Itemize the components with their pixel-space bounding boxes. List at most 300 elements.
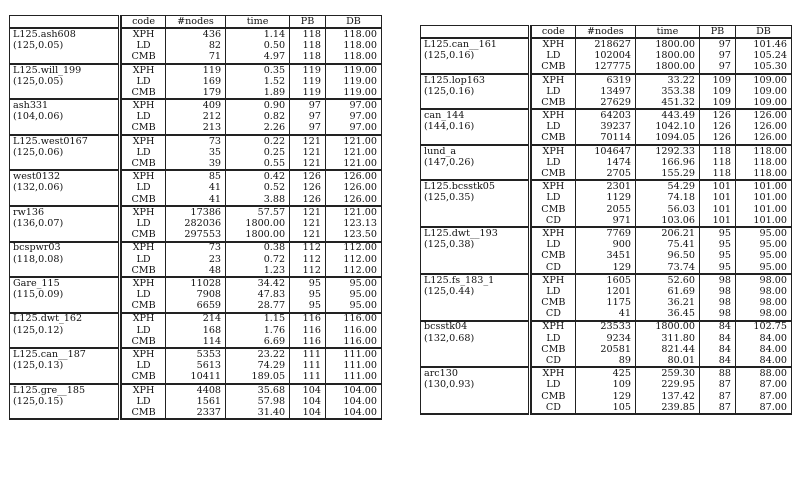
instance-group — [10, 313, 382, 349]
table-row — [421, 391, 792, 402]
time-cell: 353.38 — [635, 86, 699, 97]
pb-cell: 101 — [700, 215, 736, 227]
code-cell: CD — [532, 355, 576, 367]
time-cell: 1.23 — [226, 265, 290, 277]
db-cell: 87.00 — [735, 391, 791, 402]
table-row — [421, 344, 792, 355]
nodes-cell: 104647 — [575, 145, 635, 157]
time-cell: 52.60 — [635, 274, 699, 286]
pb-cell: 101 — [700, 193, 736, 204]
db-cell: 95.00 — [325, 289, 381, 300]
db-cell: 118.00 — [735, 168, 791, 180]
table-row — [421, 62, 792, 74]
time-cell: 0.50 — [226, 40, 290, 51]
nodes-cell: 218627 — [575, 38, 635, 50]
nodes-cell: 41 — [165, 194, 225, 206]
pb-cell: 121 — [290, 206, 326, 218]
header-instance — [421, 26, 530, 39]
code-cell: XPH — [122, 64, 166, 76]
nodes-cell: 169 — [165, 76, 225, 87]
db-cell: 116.00 — [325, 313, 381, 325]
db-cell: 97.00 — [325, 99, 381, 111]
time-cell: 35.68 — [226, 384, 290, 396]
time-cell: 239.85 — [635, 402, 699, 414]
time-cell: 0.90 — [226, 99, 290, 111]
code-cell: CMB — [122, 158, 166, 170]
time-cell: 61.69 — [635, 286, 699, 297]
db-cell: 95.00 — [735, 262, 791, 274]
instance-name: can_144 — [421, 109, 530, 121]
time-cell: 23.22 — [226, 348, 290, 360]
instance-blank — [10, 87, 120, 99]
pb-cell: 118 — [290, 40, 326, 51]
code-cell: CMB — [532, 344, 576, 355]
table-row — [421, 133, 792, 145]
pb-cell: 84 — [700, 321, 736, 333]
pb-cell: 97 — [700, 50, 736, 61]
code-cell: XPH — [122, 135, 166, 147]
db-cell: 95.00 — [735, 251, 791, 262]
time-cell: 0.82 — [226, 112, 290, 123]
header-db: DB — [735, 26, 791, 39]
instance-name: Gare_115 — [10, 277, 120, 289]
instance-blank — [10, 372, 120, 384]
instance-params: (125,0.16) — [421, 86, 530, 97]
code-cell: CMB — [122, 336, 166, 348]
nodes-cell: 3451 — [575, 251, 635, 262]
pb-cell: 118 — [290, 52, 326, 64]
header-pb: PB — [290, 16, 326, 29]
pb-cell: 126 — [700, 133, 736, 145]
pb-cell: 118 — [700, 157, 736, 168]
table-row — [421, 297, 792, 308]
instance-blank — [421, 215, 530, 227]
instance-params: (147,0.26) — [421, 157, 530, 168]
instance-params: (144,0.16) — [421, 122, 530, 133]
pb-cell: 112 — [290, 265, 326, 277]
nodes-cell: 6319 — [575, 74, 635, 86]
table-row — [421, 251, 792, 262]
pb-cell: 121 — [290, 229, 326, 241]
code-cell: LD — [532, 380, 576, 391]
table-row — [421, 86, 792, 97]
code-cell: XPH — [532, 74, 576, 86]
pb-cell: 126 — [700, 122, 736, 133]
db-cell: 88.00 — [735, 367, 791, 379]
nodes-cell: 70114 — [575, 133, 635, 145]
db-cell: 109.00 — [735, 86, 791, 97]
nodes-cell: 7769 — [575, 227, 635, 239]
nodes-cell: 1201 — [575, 286, 635, 297]
code-cell: LD — [532, 157, 576, 168]
instance-params: (125,0.44) — [421, 286, 530, 297]
instance-group — [10, 170, 382, 206]
db-cell: 98.00 — [735, 297, 791, 308]
nodes-cell: 213 — [165, 123, 225, 135]
instance-group — [421, 227, 792, 274]
code-cell: XPH — [122, 28, 166, 40]
nodes-cell: 214 — [165, 313, 225, 325]
nodes-cell: 119 — [165, 64, 225, 76]
code-cell: LD — [122, 147, 166, 158]
pb-cell: 98 — [700, 297, 736, 308]
code-cell: CMB — [122, 229, 166, 241]
code-cell: XPH — [122, 99, 166, 111]
pb-cell: 104 — [290, 407, 326, 419]
table-row — [10, 206, 382, 218]
db-cell: 98.00 — [735, 274, 791, 286]
db-cell: 118.00 — [735, 157, 791, 168]
nodes-cell: 41 — [165, 183, 225, 194]
header-nodes: #nodes — [575, 26, 635, 39]
table-row — [421, 145, 792, 157]
pb-cell: 126 — [290, 170, 326, 182]
nodes-cell: 39 — [165, 158, 225, 170]
nodes-cell: 297553 — [165, 229, 225, 241]
time-cell: 259.30 — [635, 367, 699, 379]
pb-cell: 95 — [700, 262, 736, 274]
instance-blank — [421, 97, 530, 109]
code-cell: XPH — [122, 206, 166, 218]
time-cell: 206.21 — [635, 227, 699, 239]
instance-name: L125.dwt_162 — [10, 313, 120, 325]
pb-cell: 104 — [290, 396, 326, 407]
pb-cell: 95 — [290, 277, 326, 289]
nodes-cell: 212 — [165, 112, 225, 123]
table-row — [10, 76, 382, 87]
code-cell: CMB — [122, 123, 166, 135]
table-row — [10, 28, 382, 40]
nodes-cell: 436 — [165, 28, 225, 40]
nodes-cell: 105 — [575, 402, 635, 414]
table-row — [10, 229, 382, 241]
db-cell: 126.00 — [735, 122, 791, 133]
instance-name: L125.can__187 — [10, 348, 120, 360]
code-cell: CMB — [532, 297, 576, 308]
time-cell: 1800.00 — [635, 38, 699, 50]
nodes-cell: 11028 — [165, 277, 225, 289]
code-cell: XPH — [122, 384, 166, 396]
table-row — [10, 183, 382, 194]
time-cell: 33.22 — [635, 74, 699, 86]
db-cell: 102.75 — [735, 321, 791, 333]
db-cell: 84.00 — [735, 355, 791, 367]
pb-cell: 95 — [290, 289, 326, 300]
db-cell: 95.00 — [735, 227, 791, 239]
time-cell: 451.32 — [635, 97, 699, 109]
pb-cell: 121 — [290, 147, 326, 158]
db-cell: 109.00 — [735, 97, 791, 109]
code-cell: XPH — [532, 321, 576, 333]
db-cell: 101.00 — [735, 204, 791, 215]
nodes-cell: 1605 — [575, 274, 635, 286]
db-cell: 109.00 — [735, 74, 791, 86]
nodes-cell: 7908 — [165, 289, 225, 300]
db-cell: 95.00 — [735, 239, 791, 250]
db-cell: 118.00 — [325, 40, 381, 51]
pb-cell: 84 — [700, 333, 736, 344]
code-cell: CMB — [532, 251, 576, 262]
table-row — [10, 194, 382, 206]
time-cell: 443.49 — [635, 109, 699, 121]
table-row — [421, 97, 792, 109]
instance-name: L125.ash608 — [10, 28, 120, 40]
table-row — [10, 123, 382, 135]
table-row — [10, 301, 382, 313]
table-row — [421, 333, 792, 344]
nodes-cell: 17386 — [165, 206, 225, 218]
instance-group — [421, 109, 792, 145]
code-cell: LD — [122, 396, 166, 407]
nodes-cell: 85 — [165, 170, 225, 182]
db-cell: 118.00 — [325, 52, 381, 64]
instance-name: L125.fs_183_1 — [421, 274, 530, 286]
nodes-cell: 89 — [575, 355, 635, 367]
code-cell: CMB — [532, 62, 576, 74]
table-row — [10, 99, 382, 111]
table-row — [10, 218, 382, 229]
header-code: code — [122, 16, 166, 29]
db-cell: 101.00 — [735, 215, 791, 227]
time-cell: 57.98 — [226, 396, 290, 407]
instance-group — [10, 28, 382, 64]
db-cell: 112.00 — [325, 265, 381, 277]
instance-params: (104,0.06) — [10, 112, 120, 123]
results-table-right — [420, 25, 792, 415]
pb-cell: 97 — [700, 62, 736, 74]
instance-params: (136,0.07) — [10, 218, 120, 229]
code-cell: CMB — [532, 168, 576, 180]
nodes-cell: 6659 — [165, 301, 225, 313]
time-cell: 73.74 — [635, 262, 699, 274]
nodes-cell: 129 — [575, 391, 635, 402]
time-cell: 31.40 — [226, 407, 290, 419]
code-cell: LD — [122, 254, 166, 265]
time-cell: 229.95 — [635, 380, 699, 391]
instance-group — [10, 277, 382, 313]
table-row — [10, 313, 382, 325]
pb-cell: 109 — [700, 86, 736, 97]
code-cell: XPH — [122, 313, 166, 325]
code-cell: XPH — [532, 38, 576, 50]
instance-blank — [421, 309, 530, 321]
instance-blank — [421, 168, 530, 180]
instance-group — [10, 348, 382, 384]
table-row — [10, 87, 382, 99]
db-cell: 111.00 — [325, 348, 381, 360]
code-cell: CMB — [532, 133, 576, 145]
nodes-cell: 5613 — [165, 360, 225, 371]
instance-group — [421, 180, 792, 227]
time-cell: 0.22 — [226, 135, 290, 147]
nodes-cell: 10411 — [165, 372, 225, 384]
db-cell: 111.00 — [325, 360, 381, 371]
nodes-cell: 2301 — [575, 180, 635, 192]
instance-params: (130,0.93) — [421, 380, 530, 391]
pb-cell: 116 — [290, 336, 326, 348]
table-row — [421, 193, 792, 204]
db-cell: 118.00 — [735, 145, 791, 157]
nodes-cell: 971 — [575, 215, 635, 227]
code-cell: XPH — [532, 180, 576, 192]
time-cell: 80.01 — [635, 355, 699, 367]
nodes-cell: 39237 — [575, 122, 635, 133]
table-row — [10, 40, 382, 51]
pb-cell: 112 — [290, 254, 326, 265]
code-cell: CD — [532, 262, 576, 274]
instance-params: (125,0.35) — [421, 193, 530, 204]
db-cell: 119.00 — [325, 87, 381, 99]
nodes-cell: 409 — [165, 99, 225, 111]
instance-group — [10, 99, 382, 135]
pb-cell: 101 — [700, 204, 736, 215]
code-cell: CMB — [122, 265, 166, 277]
db-cell: 126.00 — [735, 109, 791, 121]
table-row — [421, 215, 792, 227]
pb-cell: 87 — [700, 402, 736, 414]
nodes-cell: 48 — [165, 265, 225, 277]
instance-blank — [421, 204, 530, 215]
code-cell: CMB — [122, 194, 166, 206]
code-cell: LD — [532, 193, 576, 204]
code-cell: XPH — [532, 145, 576, 157]
code-cell: CMB — [122, 87, 166, 99]
code-cell: XPH — [122, 348, 166, 360]
header-row — [10, 16, 382, 29]
instance-params: (125,0.12) — [10, 325, 120, 336]
table-row — [10, 170, 382, 182]
table-row — [421, 157, 792, 168]
table-row — [421, 309, 792, 321]
db-cell: 126.00 — [325, 194, 381, 206]
code-cell: LD — [532, 122, 576, 133]
instance-blank — [421, 391, 530, 402]
time-cell: 1800.00 — [635, 50, 699, 61]
table-row — [10, 289, 382, 300]
header-time: time — [226, 16, 290, 29]
table-row — [421, 402, 792, 414]
db-cell: 121.00 — [325, 135, 381, 147]
db-cell: 123.13 — [325, 218, 381, 229]
code-cell: LD — [122, 112, 166, 123]
code-cell: LD — [122, 325, 166, 336]
time-cell: 4.97 — [226, 52, 290, 64]
db-cell: 119.00 — [325, 64, 381, 76]
db-cell: 104.00 — [325, 407, 381, 419]
time-cell: 0.38 — [226, 242, 290, 254]
instance-name: L125.can__161 — [421, 38, 530, 50]
nodes-cell: 73 — [165, 242, 225, 254]
pb-cell: 87 — [700, 391, 736, 402]
code-cell: CMB — [122, 52, 166, 64]
table-row — [10, 325, 382, 336]
table-row — [421, 74, 792, 86]
table-row — [421, 122, 792, 133]
instance-name: bcsstk04 — [421, 321, 530, 333]
instance-group — [421, 321, 792, 368]
header-row — [421, 26, 792, 39]
nodes-cell: 127775 — [575, 62, 635, 74]
code-cell: XPH — [122, 170, 166, 182]
code-cell: CD — [532, 309, 576, 321]
nodes-cell: 71 — [165, 52, 225, 64]
table-row — [10, 254, 382, 265]
nodes-cell: 73 — [165, 135, 225, 147]
instance-params: (132,0.68) — [421, 333, 530, 344]
instance-params: (125,0.15) — [10, 396, 120, 407]
time-cell: 1292.33 — [635, 145, 699, 157]
instance-name: lund_a — [421, 145, 530, 157]
code-cell: CMB — [532, 204, 576, 215]
table-row — [10, 112, 382, 123]
time-cell: 166.96 — [635, 157, 699, 168]
pb-cell: 84 — [700, 355, 736, 367]
db-cell: 118.00 — [325, 28, 381, 40]
code-cell: XPH — [532, 367, 576, 379]
db-cell: 116.00 — [325, 325, 381, 336]
nodes-cell: 13497 — [575, 86, 635, 97]
db-cell: 126.00 — [325, 183, 381, 194]
pb-cell: 126 — [700, 109, 736, 121]
time-cell: 57.57 — [226, 206, 290, 218]
time-cell: 311.80 — [635, 333, 699, 344]
nodes-cell: 41 — [575, 309, 635, 321]
instance-name: arc130 — [421, 367, 530, 379]
nodes-cell: 2055 — [575, 204, 635, 215]
instance-params: (132,0.06) — [10, 183, 120, 194]
nodes-cell: 2705 — [575, 168, 635, 180]
nodes-cell: 179 — [165, 87, 225, 99]
instance-group — [10, 135, 382, 171]
table-row — [10, 396, 382, 407]
nodes-cell: 900 — [575, 239, 635, 250]
pb-cell: 87 — [700, 380, 736, 391]
time-cell: 47.83 — [226, 289, 290, 300]
nodes-cell: 23533 — [575, 321, 635, 333]
table-row — [10, 52, 382, 64]
db-cell: 112.00 — [325, 242, 381, 254]
time-cell: 821.44 — [635, 344, 699, 355]
instance-blank — [10, 336, 120, 348]
pb-cell: 121 — [290, 218, 326, 229]
pb-cell: 112 — [290, 242, 326, 254]
time-cell: 0.52 — [226, 183, 290, 194]
pb-cell: 98 — [700, 274, 736, 286]
instance-blank — [421, 355, 530, 367]
db-cell: 101.46 — [735, 38, 791, 50]
table-row — [421, 380, 792, 391]
nodes-cell: 9234 — [575, 333, 635, 344]
code-cell: CMB — [532, 97, 576, 109]
instance-group — [10, 206, 382, 242]
time-cell: 36.45 — [635, 309, 699, 321]
instance-group — [10, 384, 382, 420]
time-cell: 155.29 — [635, 168, 699, 180]
instance-group — [421, 367, 792, 414]
time-cell: 1800.00 — [226, 218, 290, 229]
pb-cell: 116 — [290, 313, 326, 325]
code-cell: XPH — [532, 109, 576, 121]
nodes-cell: 1129 — [575, 193, 635, 204]
nodes-cell: 23 — [165, 254, 225, 265]
time-cell: 74.18 — [635, 193, 699, 204]
table-row — [10, 348, 382, 360]
time-cell: 189.05 — [226, 372, 290, 384]
table-row — [421, 180, 792, 192]
db-cell: 104.00 — [325, 384, 381, 396]
db-cell: 123.50 — [325, 229, 381, 241]
pb-cell: 121 — [290, 158, 326, 170]
